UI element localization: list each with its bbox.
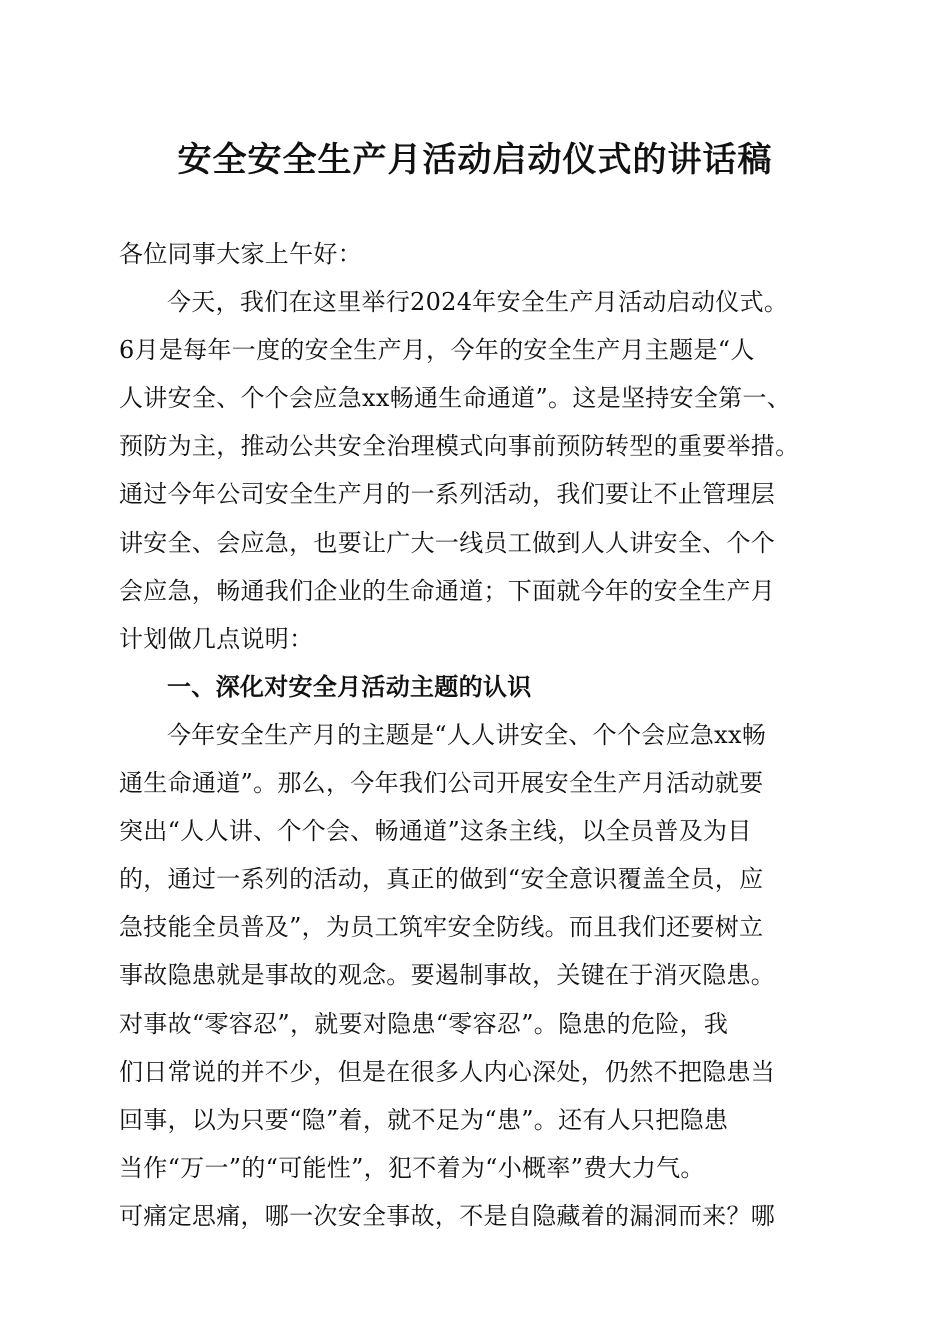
- paragraph-line: 事故隐患就是事故的观念。要遏制事故，关键在于消灭隐患。: [119, 961, 776, 990]
- paragraph-line: 通过今年公司安全生产月的一系列活动，我们要让不止管理层: [119, 480, 776, 509]
- paragraph-line: 对事故“零容忍”，就要对隐患“零容忍”。隐患的危险，我: [119, 1009, 729, 1038]
- paragraph-line: 急技能全员普及”，为员工筑牢安全防线。而且我们还要树立: [119, 913, 764, 942]
- paragraph-line: 今天，我们在这里举行2024年安全生产月活动启动仪式。: [167, 288, 789, 317]
- paragraph-line: 可痛定思痛，哪一次安全事故，不是自隐藏着的漏洞而来？哪: [119, 1201, 776, 1230]
- paragraph-line: 当作“万一”的“可能性”，犯不着为“小概率”费大力气。: [119, 1153, 705, 1182]
- paragraph-line: 突出“人人讲、个个会、畅通道”这条主线，以全员普及为目: [119, 817, 752, 846]
- paragraph-line: 通生命通道”。那么，今年我们公司开展安全生产月活动就要: [119, 769, 764, 798]
- paragraph-line: 人讲安全、个个会应急xx畅通生命通道”。这是坚持安全第一、: [119, 384, 792, 413]
- salutation-line: 各位同事大家上午好：: [119, 240, 362, 268]
- paragraph-line: 6月是每年一度的安全生产月，今年的安全生产月主题是“人: [119, 336, 755, 365]
- paragraph-line: 计划做几点说明：: [119, 624, 314, 653]
- paragraph-line: 预防为主，推动公共安全治理模式向事前预防转型的重要举措。: [119, 432, 800, 461]
- paragraph-line: 会应急，畅通我们企业的生命通道；下面就今年的安全生产月: [119, 576, 776, 605]
- paragraph-line: 回事，以为只要“隐”着，就不足为“患”。还有人只把隐患: [119, 1105, 729, 1134]
- section-heading: 一、深化对安全月活动主题的认识: [167, 672, 532, 701]
- paragraph-line: 讲安全、会应急，也要让广大一线员工做到人人讲安全、个个: [119, 528, 776, 557]
- paragraph-line: 们日常说的并不少，但是在很多人内心深处，仍然不把隐患当: [119, 1057, 776, 1086]
- document-title: 安全安全生产月活动启动仪式的讲话稿: [177, 140, 773, 180]
- paragraph-line: 的，通过一系列的活动，真正的做到“安全意识覆盖全员，应: [119, 865, 764, 894]
- document-body: [119, 230, 829, 1240]
- paragraph-line: 今年安全生产月的主题是“人人讲安全、个个会应急xx畅: [167, 720, 767, 749]
